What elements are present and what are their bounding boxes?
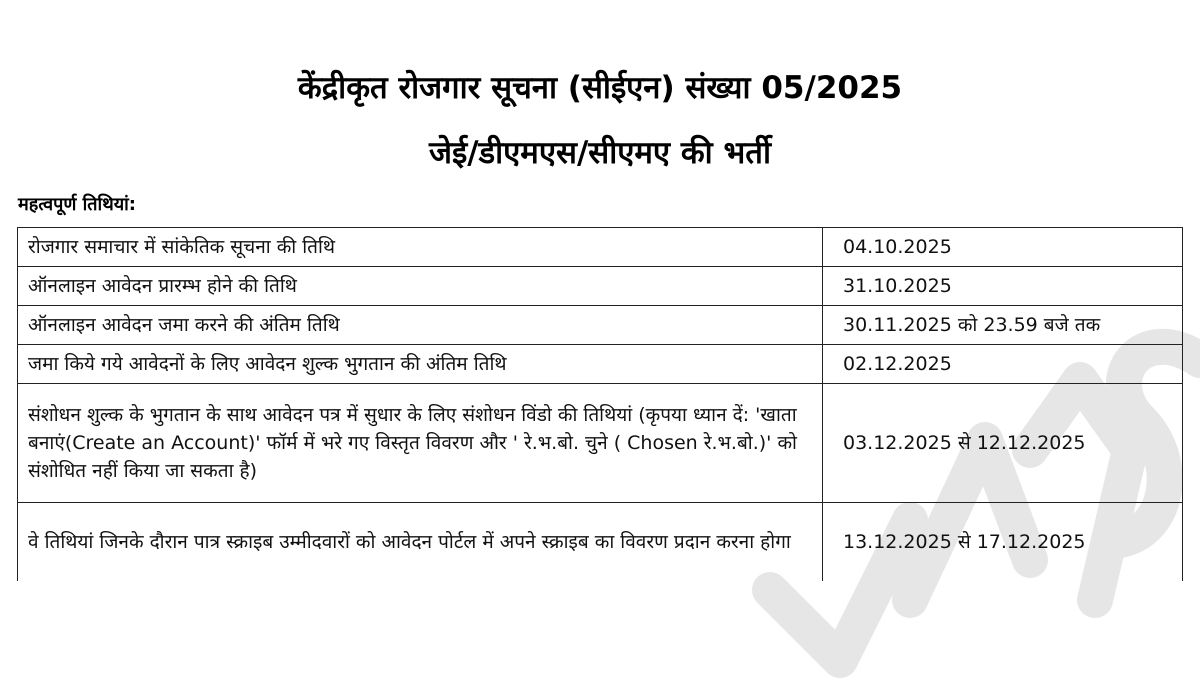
event-cell: ऑनलाइन आवेदन जमा करने की अंतिम तिथि xyxy=(18,306,823,345)
event-cell: संशोधन शुल्क के भुगतान के साथ आवेदन पत्र में सुधार के लिए संशोधन विंडो की तिथियां (कृपया ध्यान दें: 'खाता बनाएं(Create an Account)' फॉर्म में भरे गए विस्तृत विवरण और ' रे.भ.बो. चुने ( Chosen रे.भ.बो.)' को संशोधित नहीं किया जा सकता है) xyxy=(18,384,823,503)
page-title: केंद्रीकृत रोजगार सूचना (सीईएन) संख्या 05/2025 xyxy=(297,70,903,106)
event-cell: ऑनलाइन आवेदन प्रारम्भ होने की तिथि xyxy=(18,267,823,306)
table-row xyxy=(18,384,1183,503)
table-row xyxy=(18,503,1183,582)
event-cell: वे तिथियां जिनके दौरान पात्र स्क्राइब उम्मीदवारों को आवेदन पोर्टल में अपने स्क्राइब का विवरण प्रदान करना होगा xyxy=(18,503,823,582)
date-cell: 02.12.2025 xyxy=(823,345,1183,384)
important-dates-table xyxy=(17,227,1183,581)
table-row xyxy=(18,345,1183,384)
table-row xyxy=(18,267,1183,306)
event-cell: रोजगार समाचार में सांकेतिक सूचना की तिथि xyxy=(18,228,823,267)
date-cell: 03.12.2025 से 12.12.2025 xyxy=(823,384,1183,503)
date-cell: 30.11.2025 को 23.59 बजे तक xyxy=(823,306,1183,345)
table-row xyxy=(18,306,1183,345)
date-cell: 04.10.2025 xyxy=(823,228,1183,267)
section-heading-important-dates: महत्वपूर्ण तिथियां: xyxy=(18,194,136,215)
table-row xyxy=(18,228,1183,267)
page-subtitle: जेई/डीएमएस/सीएमए की भर्ती xyxy=(429,135,771,171)
date-cell: 31.10.2025 xyxy=(823,267,1183,306)
event-cell: जमा किये गये आवेदनों के लिए आवेदन शुल्क भुगतान की अंतिम तिथि xyxy=(18,345,823,384)
date-cell: 13.12.2025 से 17.12.2025 xyxy=(823,503,1183,582)
